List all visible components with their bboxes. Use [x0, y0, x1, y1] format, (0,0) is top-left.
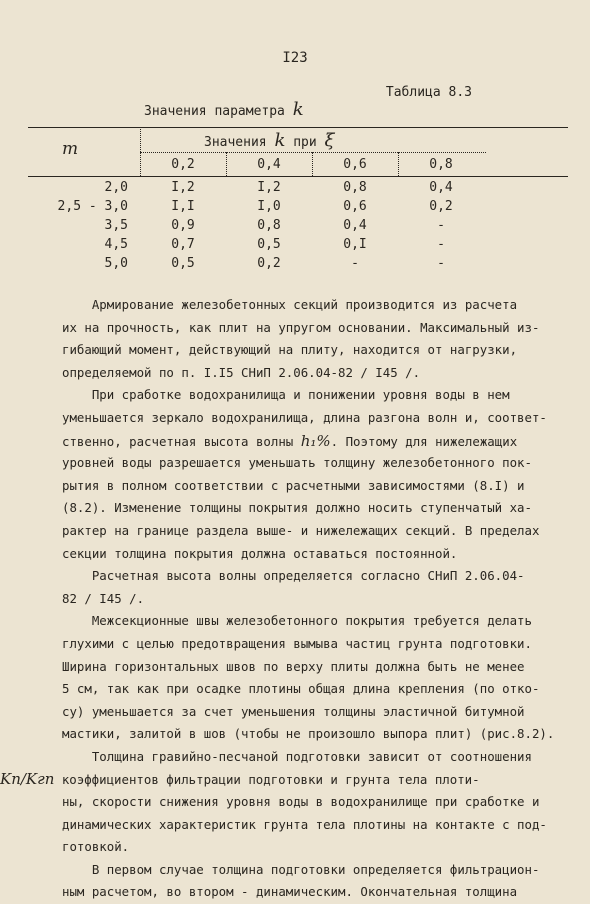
body-text [0, 294, 562, 904]
cell-value: 0,4 [343, 218, 367, 233]
group-header-symbol-xi: ξ [324, 130, 335, 151]
cell-value: 0,4 [429, 180, 453, 195]
cell-m: 5,0 [104, 256, 128, 271]
text-line: При сработке водохранилища и понижении уровня воды в нем [62, 387, 510, 403]
cell-value: - [351, 256, 359, 271]
sub-header: 0,6 [343, 157, 367, 172]
cell-value: 0,2 [257, 256, 281, 271]
table-caption-text: Значения параметра [144, 104, 285, 119]
text-line: 82 / I45 /. [62, 590, 145, 606]
wave-height-symbol: h₁% [300, 431, 331, 450]
text-line [62, 430, 562, 453]
text-line: их на прочность, как плит на упругом основании. Максимальный из- [62, 319, 540, 335]
cell-value: 0,8 [343, 180, 367, 195]
text-line: мастики, залитой в шов (чтобы не произошло выпора плит) (рис.8.2). [62, 726, 555, 742]
sub-header: 0,4 [257, 157, 281, 172]
text-line: гибающий момент, действующий на плиту, находится от нагрузки, [62, 342, 518, 358]
page-number: I23 [282, 50, 308, 66]
table-title: Таблица 8.3 [385, 85, 472, 100]
group-header-mid: при [293, 135, 317, 150]
group-header-prefix: Значения [204, 135, 267, 150]
cell-value: I,0 [257, 199, 281, 214]
sub-header: 0,2 [171, 157, 195, 172]
cell-value: 0,5 [171, 256, 195, 271]
table-rule-header-bottom [28, 176, 568, 177]
group-header-symbol-k: k [274, 130, 286, 151]
cell-value: - [437, 218, 445, 233]
text-line: динамических характеристик грунта тела плотины на контакте с под- [62, 816, 547, 832]
cell-m: 3,5 [104, 218, 128, 233]
text-line: рактер на границе раздела выше- и нижележащих секций. В пределах [62, 522, 540, 538]
text-line: ны, скорости снижения уровня воды в водохранилище при сработке и [62, 794, 540, 810]
cell-m: 2,0 [104, 180, 128, 195]
table-rule-top [28, 127, 568, 128]
cell-value: - [437, 237, 445, 252]
text-line: (8.2). Изменение толщины покрытия должно носить ступенчатый ха- [62, 500, 532, 516]
parameter-table [28, 127, 568, 282]
cell-m: 4,5 [104, 237, 128, 252]
text-line: секции толщина покрытия должна оставаться постоянной. [62, 545, 458, 561]
cell-value: 0,7 [171, 237, 195, 252]
row-header-m: m [62, 139, 79, 159]
text-line: ным расчетом, во втором - динамическим. Окончательная толщина [62, 884, 518, 900]
text-line: определяемой по п. I.I5 СНиП 2.06.04-82 / I45 /. [62, 364, 421, 380]
text-line: готовкой. [62, 839, 130, 855]
group-header [204, 130, 334, 151]
text-line: рытия в полном соответствии с расчетными зависимостями (8.I) и [62, 477, 525, 493]
table-rule-subheader [140, 152, 486, 153]
table-caption [144, 99, 304, 120]
text-line: су) уменьшается за счет уменьшения толщины эластичной битумной [62, 703, 525, 719]
text-line: уменьшается зеркало водохранилища, длина разгона волн и, соответ- [62, 409, 547, 425]
table-row [28, 237, 568, 256]
table-row [28, 218, 568, 237]
cell-value: 0,5 [257, 237, 281, 252]
ratio-symbol: Kп/Kгп [0, 770, 55, 789]
cell-m: 2,5 - 3,0 [57, 199, 128, 214]
text-line-part: ственно, расчетная высота волны [62, 433, 301, 449]
text-line [0, 768, 562, 791]
table-row [28, 199, 568, 218]
text-line-part: . Поэтому для нижележащих [330, 433, 518, 449]
text-line: Ширина горизонтальных швов по верху плиты должна быть не менее [62, 658, 525, 674]
cell-value: 0,9 [171, 218, 195, 233]
cell-value: I,2 [171, 180, 195, 195]
text-line: 5 см, так как при осадке плотины общая длина крепления (по отко- [62, 681, 540, 697]
text-line: Расчетная высота волны определяется согласно СНиП 2.06.04- [62, 568, 525, 584]
text-line: уровней воды разрешается уменьшать толщину железобетонного пок- [62, 455, 532, 471]
cell-value: - [437, 256, 445, 271]
cell-value: I,2 [257, 180, 281, 195]
cell-value: 0,I [343, 237, 367, 252]
table-caption-symbol: k [292, 99, 304, 120]
text-line: Толщина гравийно-песчаной подготовки зависит от соотношения [62, 748, 532, 764]
table-row [28, 256, 568, 275]
cell-value: I,I [171, 199, 195, 214]
text-line: Межсекционные швы железобетонного покрытия требуется делать [62, 613, 532, 629]
text-line-part: коэффициентов фильтрации подготовки и грунта тела плоти- [54, 772, 480, 788]
sub-header: 0,8 [429, 157, 453, 172]
text-line: Армирование железобетонных секций производится из расчета [62, 297, 518, 312]
cell-value: 0,6 [343, 199, 367, 214]
table-body [28, 180, 568, 275]
table-row [28, 180, 568, 199]
text-line: глухими с целью предотвращения вымыва частиц грунта подготовки. [62, 635, 532, 651]
cell-value: 0,2 [429, 199, 453, 214]
text-line: В первом случае толщина подготовки определяется фильтрацион- [62, 861, 540, 877]
cell-value: 0,8 [257, 218, 281, 233]
